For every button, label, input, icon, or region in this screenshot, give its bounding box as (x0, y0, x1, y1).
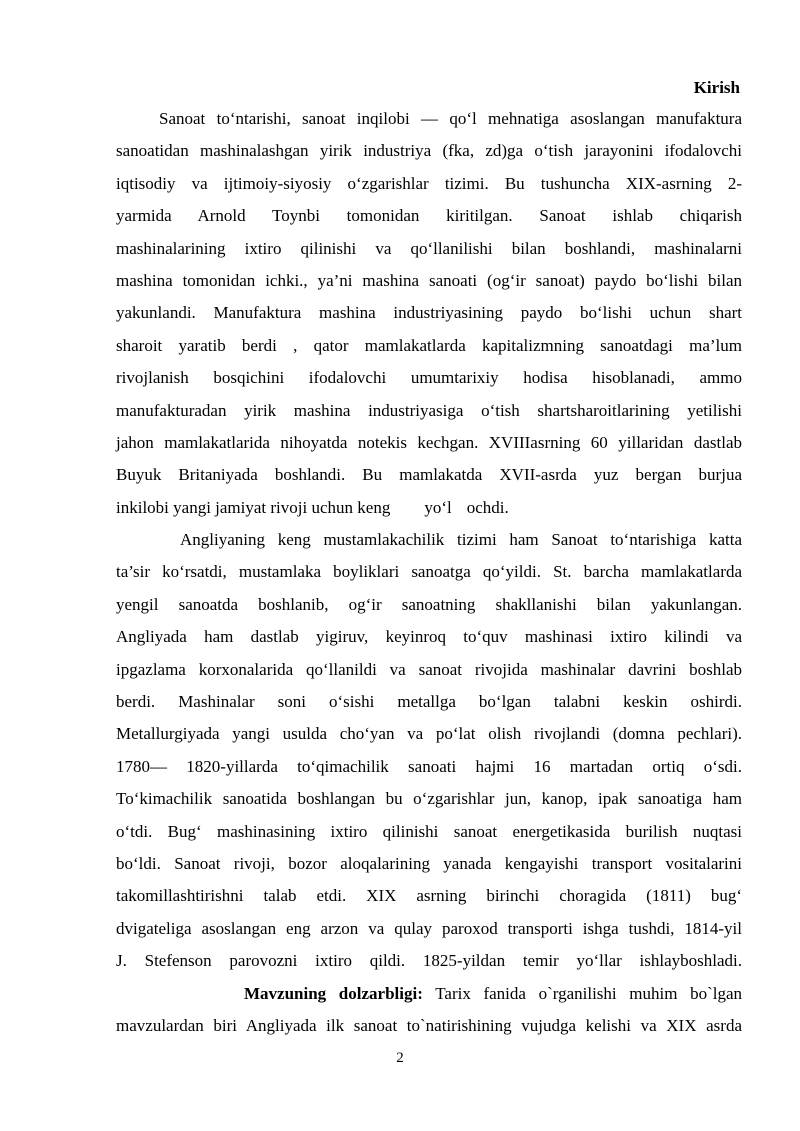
text-line: manufakturadan yirik mashina industriyasiga o‘tish shartsharoitlarining yetilishi (116, 400, 742, 420)
text-fragment: ochdi. (466, 497, 509, 517)
text-line: bo‘ldi. Sanoat rivoji, bozor aloqalarining yanada kengayishi transport vositalarini (116, 853, 742, 873)
text-fragment: inkilobi yangi jamiyat rivoji uchun keng (116, 497, 391, 517)
text-line: Angliyada ham dastlab yigiruv, keyinroq to‘quv mashinasi ixtiro kilindi va (116, 627, 742, 647)
text-line: ta’sir ko‘rsatdi, mustamlaka boyliklari sanoatga qo‘yildi. St. barcha mamlakatlarda (116, 562, 742, 582)
text-line: sharoit yaratib berdi , qator mamlakatlarda kapitalizmning sanoatdagi ma’lum (116, 335, 742, 355)
text-line: 1780— 1820-yillarda to‘qimachilik sanoati hajmi 16 martadan ortiq o‘sdi. (116, 756, 742, 776)
text-line: ipgazlama korxonalarida qo‘llanildi va sanoat rivojida mashinalar davrini boshlab (116, 659, 742, 679)
section-label: Mavzuning dolzarbligi: (244, 983, 423, 1003)
text-line: Sanoat to‘ntarishi, sanoat inqilobi — qo‘l mehnatiga asoslangan manufaktura (159, 109, 742, 128)
text-line (116, 492, 742, 524)
text-line: takomillashtirishni talab etdi. XIX asrning birinchi choragida (1811) bug‘ (116, 886, 742, 906)
text-line: To‘kimachilik sanoatida boshlangan bu o‘zgarishlar jun, kanop, ipak sanoatiga ham (116, 789, 742, 809)
text-line (116, 978, 742, 1010)
text-line: o‘tdi. Bug‘ mashinasining ixtiro qilinishi sanoat energetikasida burilish nuqtasi (116, 821, 742, 841)
text-line (116, 945, 742, 977)
text-line: yakunlandi. Manufaktura mashina industriyasining paydo bo‘lishi uchun shart (116, 303, 742, 323)
text-line: dvigateliga asoslangan eng arzon va qulay paroxod transporti ishga tushdi, 1814-yil (116, 918, 742, 938)
text-line: Buyuk Britaniyada boshlandi. Bu mamlakatda XVII-asrda yuz bergan burjua (116, 465, 742, 485)
text-line: yarmida Arnold Toynbi tomonidan kiritilgan. Sanoat ishlab chiqarish (116, 206, 742, 226)
text-line: yengil sanoatda boshlanib, og‘ir sanoatning shakllanishi bilan yakunlangan. (116, 594, 742, 614)
section-heading: Kirish (693, 78, 740, 97)
text-line: iqtisodiy va ijtimoiy-siyosiy o‘zgarishlar tizimi. Bu tushuncha XIX-asrning 2- (116, 173, 742, 193)
page-number: 2 (396, 1050, 404, 1066)
text-line: Metallurgiyada yangi usulda cho‘yan va po‘lat olish rivojlandi (domna pechlari). (116, 724, 742, 744)
text-fragment: boshladi. (680, 951, 742, 971)
text-line: Angliyaning keng mustamlakachilik tizimi ham Sanoat to‘ntarishiga katta (180, 530, 742, 550)
document-body (116, 103, 742, 1042)
text-line: mashina tomonidan ichki., ya’ni mashina sanoati (og‘ir sanoat) paydo bo‘lishi bilan (116, 270, 742, 290)
text-fragment: yo‘l (424, 497, 452, 517)
text-line: berdi. Mashinalar soni o‘sishi metallga bo‘lgan talabni keskin oshirdi. (116, 692, 742, 712)
text-line: mashinalarining ixtiro qilinishi va qo‘llanilishi bilan boshlandi, mashinalarni (116, 238, 742, 258)
text-line: sanoatidan mashinalashgan yirik industriya (fka, zd)ga o‘tish jarayonini ifodalovchi (116, 141, 742, 161)
text-line: mavzulardan biri Angliyada ilk sanoat to`natirishining vujudga kelishi va XIX asrda (116, 1015, 742, 1035)
text-line: jahon mamlakatlarida nihoyatda notekis kechgan. XVIIIasrning 60 yillaridan dastlab (116, 432, 742, 452)
text-fragment: Tarix fanida o`rganilishi muhim bo`lgan (435, 983, 742, 1003)
text-line: rivojlanish bosqichini ifodalovchi umumtarixiy hodisa hisoblanadi, ammo (116, 368, 742, 388)
text-fragment: J. Stefenson parovozni ixtiro qildi. 1825-yildan temir yo‘llar ishlay (116, 951, 681, 971)
